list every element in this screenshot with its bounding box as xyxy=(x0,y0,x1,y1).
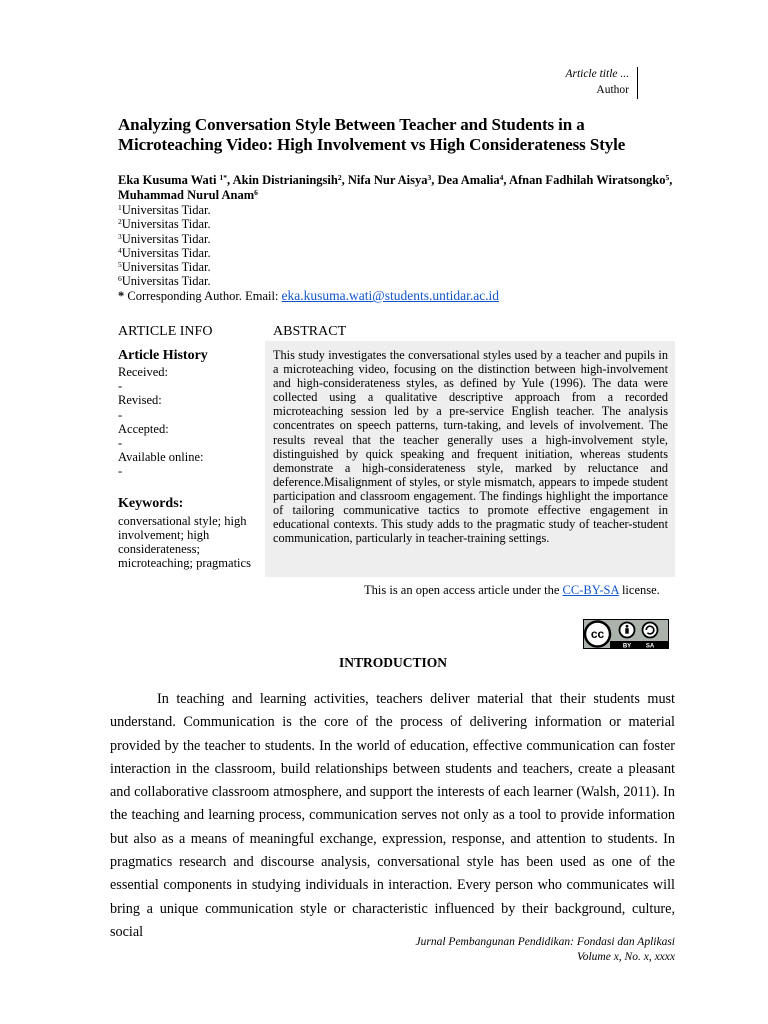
footer-journal-name: Jurnal Pembangunan Pendidikan: Fondasi dan Aplikasi xyxy=(415,936,675,948)
running-header xyxy=(540,67,638,99)
affiliation-num: 4 xyxy=(118,245,122,255)
corresponding-label: Corresponding Author. Email: xyxy=(124,289,282,303)
author-name: , Afnan Fadhilah Wiratsongko xyxy=(503,173,666,187)
journal-footer xyxy=(380,935,675,964)
introduction-paragraph: In teaching and learning activities, teachers deliver material that their students must understand. Communication is the core of the process of delivering information or material provided by the teacher to students. In the world of education, effective communication can foster interaction in the classroom, build relationships between students and teachers, create a pleasant and collaborative classroom atmosphere, and support the interests of each learner (Walsh, 2011). In the teaching and learning process, communication serves not only as a tool to provide information but also as a means of meaningful exchange, expression, response, and attention to students. In pragmatics research and discourse analysis, conversational style has been used as one of the essential components in studying individuals in interaction. Every person who communicates will bring a unique communication style or characteristic influenced by their background, culture, social xyxy=(110,691,675,940)
cc-badge-sa: SA xyxy=(645,643,655,649)
author-name: , Dea Amalia xyxy=(431,173,500,187)
affiliation-list xyxy=(118,203,518,289)
author-sup: 4 xyxy=(499,173,504,182)
affiliation-item xyxy=(118,274,518,288)
affiliation-num: 1 xyxy=(118,203,122,212)
affiliation-text: Universitas Tidar. xyxy=(121,245,211,260)
abstract-heading: ABSTRACT xyxy=(273,324,347,339)
history-label: Accepted: xyxy=(118,421,169,436)
history-value: - xyxy=(118,436,123,451)
affiliation-num: 2 xyxy=(118,217,122,227)
affiliation-text: Universitas Tidar. xyxy=(121,217,211,232)
article-info-panel xyxy=(118,348,258,570)
license-note xyxy=(364,583,669,598)
history-value: - xyxy=(118,379,123,394)
license-text-after: license. xyxy=(618,583,660,597)
footer-volume: Volume x, No. x, xxxx xyxy=(576,950,675,963)
affiliation-text: Universitas Tidar. xyxy=(121,231,211,246)
license-text-before: This is an open access article under the xyxy=(364,583,563,597)
history-value: - xyxy=(118,464,123,479)
corresponding-star: * xyxy=(118,289,125,303)
svg-text:cc: cc xyxy=(590,627,605,642)
author-name: , Akin Distrianingsih xyxy=(227,173,338,187)
history-label: Revised: xyxy=(118,393,162,408)
author-name: , Muhammad Nurul Anam xyxy=(118,173,673,202)
keywords-heading: Keywords: xyxy=(118,495,184,511)
author-sup: 6 xyxy=(254,188,258,197)
abstract-text: This study investigates the conversational styles used by a teacher and pupils in a microteaching video, focusing on the distinction between high-involvement and high-considerateness styles, as defined by Yule (1996). The data were collected using a qualitative descriptive approach from a recorded microteaching session led by a pre-service English teacher. The analysis concentrates on speech patterns, turn-taking, and levels of involvement. The results reveal that the teacher generally uses a high-involvement style, distinguished by quick speaking and frequent initiation, whereas students demonstrate a high-considerateness style, marked by reluctance and deference.Misalignment of styles, or style mismatch, appears to impede student participation and classroom engagement. The findings highlight the importance of tailoring communicative tactics to promote effective engagement in educational contexts. This study adds to the pragmatic study of teacher-student communication, particularly in teacher-training settings. xyxy=(273,348,668,546)
affiliation-text: Universitas Tidar. xyxy=(121,274,211,289)
keywords-text: conversational style; high involvement; high considerateness; microteaching; pragmatics xyxy=(118,513,251,571)
affiliation-num: 5 xyxy=(118,260,122,270)
affiliation-text: Universitas Tidar. xyxy=(121,203,211,217)
corresponding-author xyxy=(118,288,678,304)
article-info-heading: ARTICLE INFO xyxy=(118,324,213,339)
affiliation-num: 3 xyxy=(118,231,122,241)
history-value: - xyxy=(118,407,123,422)
cc-badge-by: BY xyxy=(622,643,632,649)
author-email-link[interactable]: eka.kusuma.wati@students.untidar.ac.id xyxy=(281,288,500,303)
introduction-heading: INTRODUCTION xyxy=(338,655,447,670)
affiliation-item xyxy=(118,217,518,231)
author-name: Eka Kusuma Wati xyxy=(118,173,220,187)
header-author: Author xyxy=(596,83,629,96)
author-list xyxy=(118,173,678,203)
affiliation-item xyxy=(118,232,518,246)
history-label: Received: xyxy=(118,365,168,379)
author-sup: 5 xyxy=(665,173,670,182)
affiliation-item xyxy=(118,203,518,217)
affiliation-text: Universitas Tidar. xyxy=(121,260,211,275)
header-article-title: Article title ... xyxy=(565,68,629,80)
author-name: , Nifa Nur Aisya xyxy=(341,173,428,187)
history-heading: Article History xyxy=(118,348,208,363)
paper-title: Analyzing Conversation Style Between Teacher and Students in a Microteaching Video: High Involvement vs High Considerateness Style xyxy=(118,115,626,154)
history-label: Available online: xyxy=(118,450,204,465)
affiliation-item xyxy=(118,260,518,274)
author-sup: 3 xyxy=(427,173,432,182)
introduction-body xyxy=(110,688,675,944)
author-sup: 2 xyxy=(337,173,342,182)
license-link[interactable]: CC-BY-SA xyxy=(562,583,619,597)
cc-by-sa-icon[interactable] xyxy=(583,619,669,649)
author-sup: 1* xyxy=(219,173,228,182)
affiliation-num: 6 xyxy=(118,274,122,284)
affiliation-item xyxy=(118,246,518,260)
